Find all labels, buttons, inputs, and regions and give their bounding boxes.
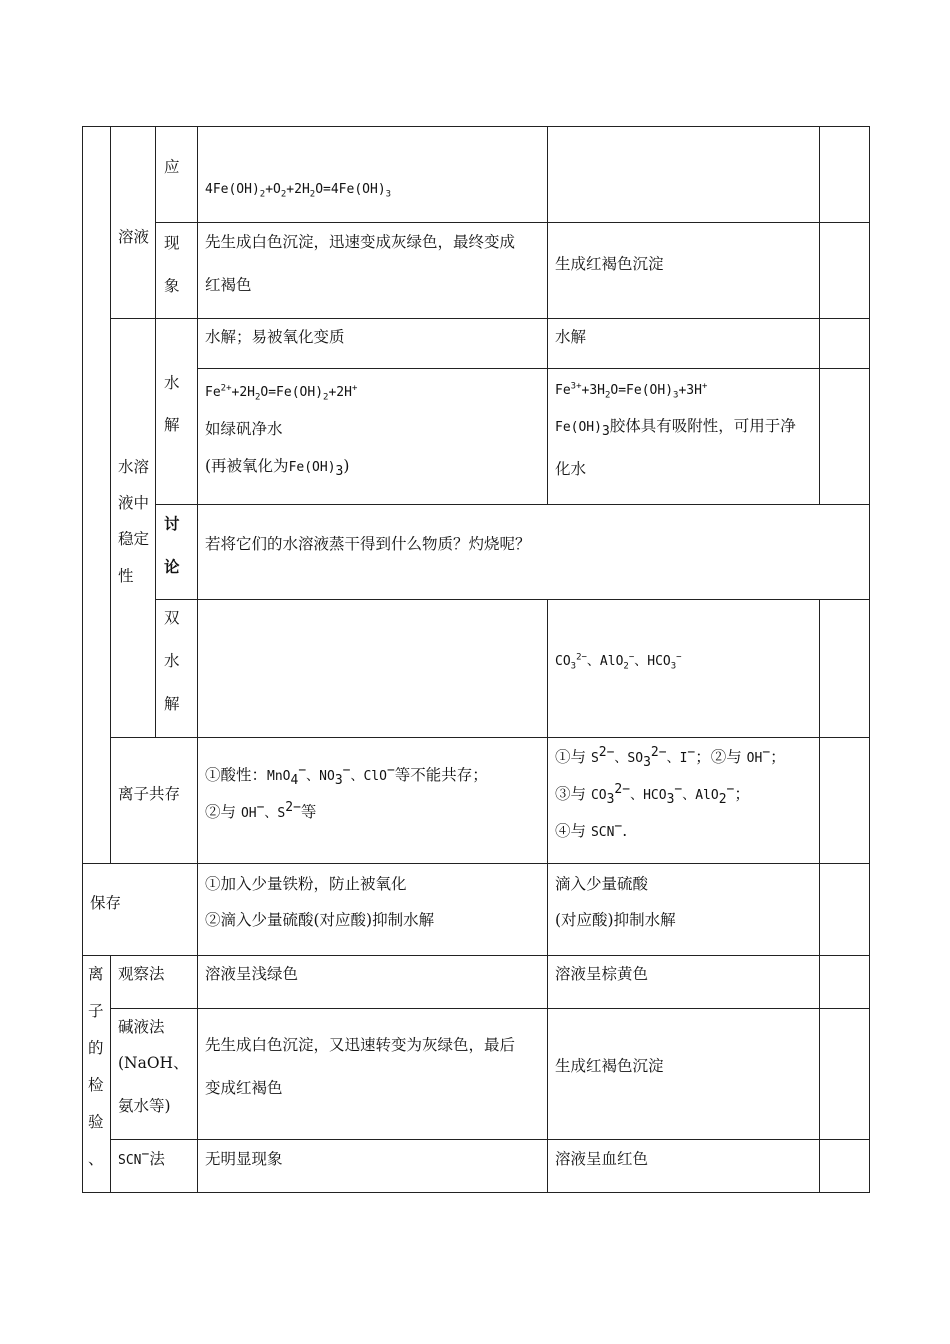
fe2-coexist-line1: ①酸性：MnO$_4$−、$NO_3^-$、ClO−等不能共存； bbox=[205, 762, 488, 789]
fe2-alkali-line2: 变成红褐色 bbox=[205, 1079, 283, 1097]
fe2-hydrolysis-head: 水解；易被氧化变质 bbox=[205, 328, 345, 346]
fe3-alkali: 生成红褐色沉淀 bbox=[555, 1057, 664, 1075]
discussion-side-label-1: 讨 bbox=[164, 514, 180, 533]
fe2-scn: 无明显现象 bbox=[205, 1150, 283, 1168]
fe2-hydrolysis-line3: (再被氧化为$Fe(OH)_3$) bbox=[205, 457, 350, 480]
fe2-coexist-line2: ②与 OH−、$S^{2-}$等 bbox=[205, 799, 317, 821]
phenomenon-side-label-1: 现 bbox=[164, 234, 180, 252]
stability-label-2: 液中 bbox=[118, 494, 150, 512]
grid-line bbox=[110, 955, 111, 1192]
grid-line bbox=[155, 126, 156, 737]
fe3-hydrolysis-line2: $Fe(OH)_3$胶体具有吸附性，可用于净 bbox=[555, 417, 796, 440]
phenomenon-side-label-2: 象 bbox=[164, 277, 180, 295]
table-border-bottom bbox=[82, 1192, 870, 1193]
fe2-alkali-line1: 先生成白色沉淀，又迅速转变为灰绿色，最后 bbox=[205, 1036, 516, 1054]
double-hydrolysis-side-label-1: 双 bbox=[164, 609, 180, 627]
detection-label-char: 离 bbox=[88, 965, 104, 983]
stability-label-4: 性 bbox=[118, 567, 134, 585]
grid-line bbox=[547, 126, 548, 504]
grid-line bbox=[155, 599, 870, 600]
scn-method-label: SCN−法 bbox=[118, 1146, 165, 1168]
fe2-hydrolysis-equation: $Fe^{2+}+2H_2O=Fe(OH)_2+2H^+$ bbox=[205, 383, 358, 403]
detection-label-char: 子 bbox=[88, 1002, 104, 1020]
row-label-solution: 溶液 bbox=[118, 228, 150, 246]
fe3-storage-line2: (对应酸)抑制水解 bbox=[555, 911, 676, 929]
grid-line bbox=[155, 222, 870, 223]
fe3-coexist-line1: ①与 $S^{2-}$、$SO_3^{2-}$、I−；②与 OH−； bbox=[555, 744, 786, 771]
fe2-storage-line2: ②滴入少量硫酸(对应酸)抑制水解 bbox=[205, 911, 435, 929]
grid-line bbox=[197, 126, 198, 1192]
fe3-coexist-line3: ④与 SCN−. bbox=[555, 818, 628, 840]
grid-line bbox=[82, 863, 870, 864]
fe3-hydrolysis-equation: $Fe^{3+}+3H_2O=Fe(OH)_3+3H^+$ bbox=[555, 381, 708, 401]
fe2-phenomenon-line2: 红褐色 bbox=[205, 276, 252, 294]
alkali-method-label-1: 碱液法 bbox=[118, 1018, 165, 1036]
fe3-phenomenon: 生成红褐色沉淀 bbox=[555, 255, 664, 273]
double-hydrolysis-side-label-3: 解 bbox=[164, 695, 180, 713]
detection-label-char: 检 bbox=[88, 1076, 104, 1094]
hydrolysis-side-label-1: 水 bbox=[164, 374, 180, 392]
fe2-observe: 溶液呈浅绿色 bbox=[205, 965, 299, 983]
detection-label-char: 的 bbox=[88, 1039, 104, 1057]
grid-line bbox=[110, 737, 870, 738]
observe-method-label: 观察法 bbox=[118, 965, 165, 983]
reaction-side-label: 应 bbox=[164, 158, 180, 176]
fe3-double-hydrolysis-ions: $CO_3^{2-}$、AlO$_2$−、$HCO_3^-$ bbox=[555, 652, 682, 672]
fe3-scn: 溶液呈血红色 bbox=[555, 1150, 649, 1168]
double-hydrolysis-side-label-2: 水 bbox=[164, 652, 180, 670]
fe2-phenomenon-line1: 先生成白色沉淀，迅速变成灰绿色，最终变成 bbox=[205, 233, 516, 251]
stability-label-3: 稳定 bbox=[118, 530, 150, 548]
grid-line bbox=[819, 126, 820, 504]
discussion-side-label-2: 论 bbox=[164, 557, 180, 576]
table-border-top bbox=[82, 126, 870, 127]
fe2-hydrolysis-line2: 如绿矾净水 bbox=[205, 420, 283, 438]
grid-line bbox=[82, 955, 870, 956]
grid-line bbox=[819, 599, 820, 1192]
table-border-right bbox=[869, 126, 870, 1192]
grid-line bbox=[547, 599, 548, 1192]
fe3-coexist-line2: ③与 $CO_3^{2-}$、$HCO_3^-$、AlO$_2$−； bbox=[555, 781, 750, 808]
fe2-storage-line1: ①加入少量铁粉，防止被氧化 bbox=[205, 875, 407, 893]
grid-line bbox=[197, 368, 870, 369]
grid-line bbox=[110, 1008, 870, 1009]
stability-label-1: 水溶 bbox=[118, 458, 150, 476]
fe3-storage-line1: 滴入少量硫酸 bbox=[555, 875, 649, 893]
fe3-observe: 溶液呈棕黄色 bbox=[555, 965, 649, 983]
table-border-left bbox=[82, 126, 83, 1192]
hydrolysis-side-label-2: 解 bbox=[164, 416, 180, 434]
grid-line bbox=[110, 1139, 870, 1140]
alkali-method-label-2: (NaOH、 bbox=[118, 1054, 189, 1072]
fe3-hydrolysis-head: 水解 bbox=[555, 328, 587, 346]
grid-line bbox=[155, 504, 870, 505]
detection-label-char: 、 bbox=[88, 1150, 104, 1168]
alkali-method-label-3: 氨水等) bbox=[118, 1097, 171, 1115]
grid-line bbox=[110, 318, 870, 319]
discussion-question: 若将它们的水溶液蒸干得到什么物质？灼烧呢？ bbox=[205, 535, 531, 553]
fe2-reaction-equation: $4Fe(OH)_2+O_2+2H_2O=4Fe(OH)_3$ bbox=[205, 182, 392, 200]
grid-line bbox=[110, 126, 111, 863]
fe3-hydrolysis-line3: 化水 bbox=[555, 460, 587, 478]
row-label-storage: 保存 bbox=[90, 894, 122, 912]
detection-label-char: 验 bbox=[88, 1113, 104, 1131]
row-label-coexist: 离子共存 bbox=[118, 785, 181, 803]
